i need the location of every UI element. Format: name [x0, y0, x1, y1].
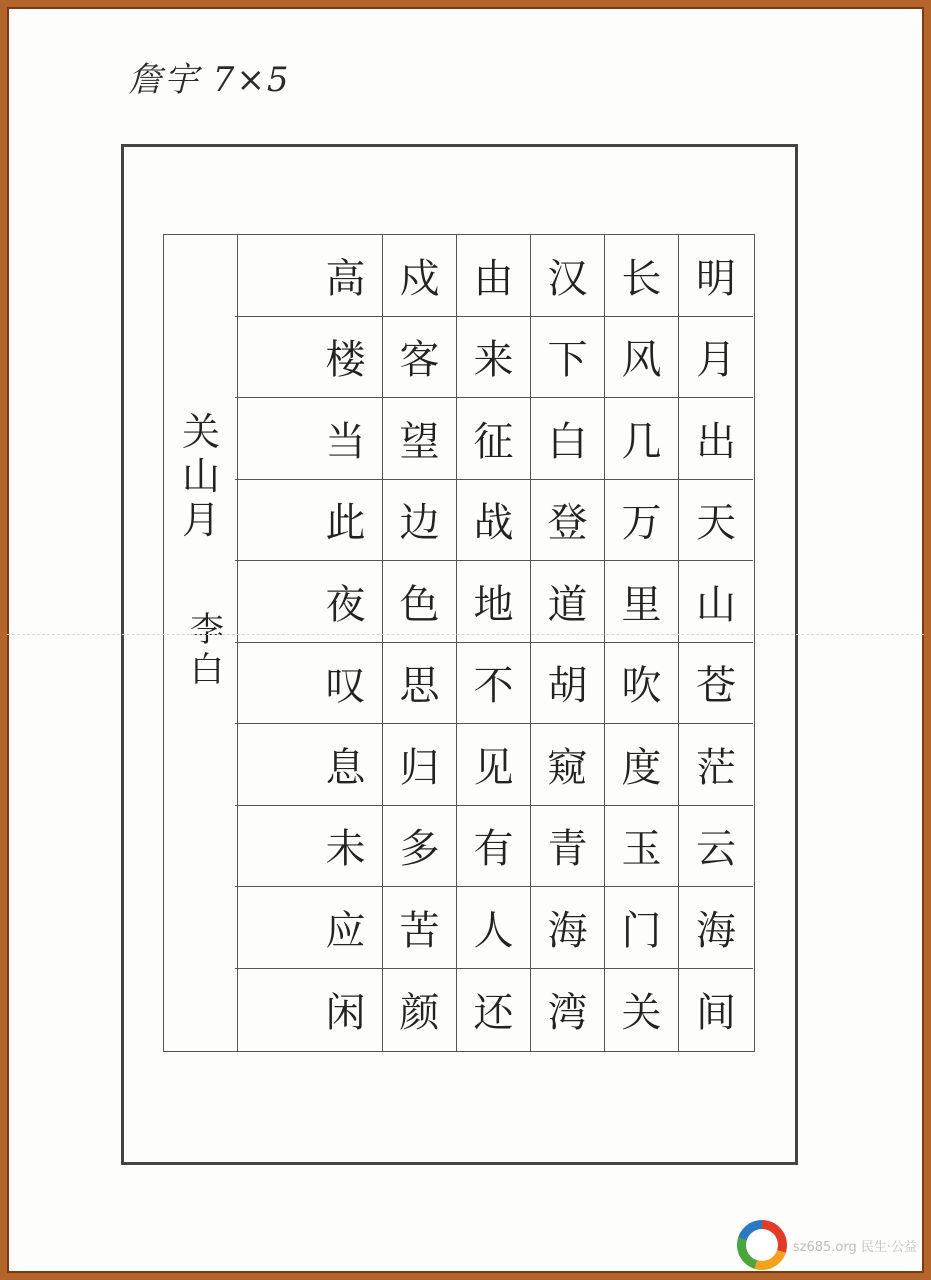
grid-cell [235, 480, 309, 562]
poem-column [531, 235, 605, 1051]
grid-cell: 白 [531, 398, 604, 480]
grid-cell: 吹 [605, 643, 678, 725]
grid-cell: 息 [309, 724, 382, 806]
grid-cell: 下 [531, 317, 604, 399]
grid-cell: 山 [679, 561, 753, 643]
grid-cell: 地 [457, 561, 530, 643]
grid-cell [235, 724, 309, 806]
grid-cell [235, 887, 309, 969]
grid-cell: 战 [457, 480, 530, 562]
grid-cell: 色 [383, 561, 456, 643]
grid-cell: 客 [383, 317, 456, 399]
grid-cell: 见 [457, 724, 530, 806]
grid-cell: 里 [605, 561, 678, 643]
grid-cell: 颜 [399, 989, 440, 1036]
watermark-text: sz685.org 民生·公益 [792, 1239, 917, 1255]
poem-column [605, 235, 679, 1051]
grid-cell: 青 [531, 806, 604, 888]
grid-cell [235, 561, 309, 643]
grid-cell: 归 [383, 724, 456, 806]
grid-cell: 明 [679, 235, 753, 317]
grid-cell: 汉 [531, 235, 604, 317]
grid-cell: 还 [473, 989, 514, 1036]
grid-cell: 云 [679, 806, 753, 888]
grid-cell: 窥 [531, 724, 604, 806]
grid-cell: 海 [679, 887, 753, 969]
grid-cell: 征 [457, 398, 530, 480]
grid-cell: 天 [679, 480, 753, 562]
grid-cell: 茫 [679, 724, 753, 806]
poem-author: 李白 [190, 610, 224, 690]
grid-cell: 不 [457, 643, 530, 725]
grid-cell: 出 [679, 398, 753, 480]
grid-cell [235, 317, 309, 399]
watermark-logo-icon [737, 1220, 787, 1270]
grid-cell: 玉 [605, 806, 678, 888]
grid-cell: 有 [457, 806, 530, 888]
grid-cell: 万 [605, 480, 678, 562]
grid-cell: 苦 [383, 887, 456, 969]
grid-cell [235, 969, 309, 1051]
grid-cell: 边 [383, 480, 456, 562]
grid-cell [235, 398, 309, 480]
paper-fold-line [7, 634, 924, 635]
grid-cell [235, 235, 309, 317]
title-column [164, 235, 238, 1051]
grid-cell: 夜 [309, 561, 382, 643]
grid-cell: 望 [383, 398, 456, 480]
poem-column [383, 235, 457, 1051]
grid-cell: 叹 [309, 643, 382, 725]
grid-cell: 闲 [325, 989, 366, 1036]
grid-cell: 海 [531, 887, 604, 969]
grid-cell: 胡 [531, 643, 604, 725]
grid-cell: 未 [309, 806, 382, 888]
grid-cell: 苍 [679, 643, 753, 725]
grid-cell: 思 [383, 643, 456, 725]
grid-cell: 关 [621, 989, 662, 1036]
grid-cell: 应 [309, 887, 382, 969]
poem-column [679, 235, 753, 1051]
grid-cell: 月 [679, 317, 753, 399]
grid-cell: 人 [457, 887, 530, 969]
grid-cell [235, 806, 309, 888]
grid-cell: 风 [605, 317, 678, 399]
grid-cell: 楼 [309, 317, 382, 399]
watermark [737, 1220, 917, 1270]
poem-column [309, 235, 383, 1051]
poem-title: 关山月 [181, 410, 220, 542]
grid-cell: 门 [605, 887, 678, 969]
grid-cell: 湾 [547, 989, 588, 1036]
grid-cell: 当 [309, 398, 382, 480]
grid-cell: 道 [531, 561, 604, 643]
header-note: 詹宇 7×5 [128, 60, 291, 100]
grid-cell: 由 [457, 235, 530, 317]
grid-cell: 长 [605, 235, 678, 317]
calligraphy-grid [163, 234, 755, 1052]
grid-cell: 间 [696, 989, 736, 1036]
grid-cell: 此 [309, 480, 382, 562]
grid-cell: 戍 [383, 235, 456, 317]
poem-column [235, 235, 309, 1051]
poem-column [457, 235, 531, 1051]
grid-cell: 多 [383, 806, 456, 888]
grid-cell: 来 [457, 317, 530, 399]
grid-cell: 几 [605, 398, 678, 480]
grid-cell [235, 643, 309, 725]
grid-cell: 登 [531, 480, 604, 562]
grid-cell: 高 [309, 235, 382, 317]
grid-cell: 度 [605, 724, 678, 806]
